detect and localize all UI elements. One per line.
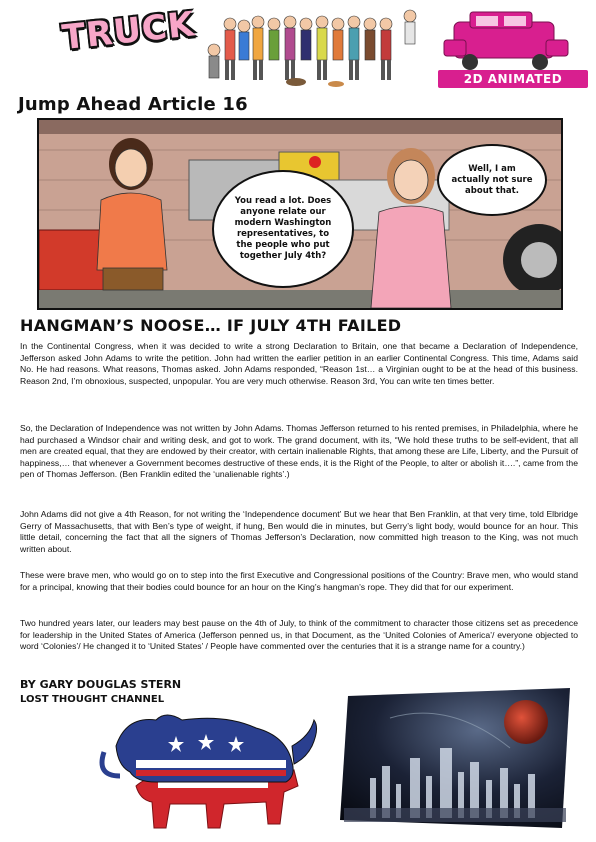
- paragraph-1: In the Continental Congress, when it was decided to write a strong Declaration to Britain, one that became a Declaration of Independence, Jefferson asked John Adams to write the petition. John had written the earlier petition in an earlier Continental Congress. This time, Adams said No. He had reasons. What reasons, Thomas asked. John Adams responded, “Reason 1st… a Virginian ought to be at the head of this business. Reason 2nd, I’m obnoxious, suspected, unpopular. You are very much otherwise. Reason 3rd, You can write ten times better.: [20, 341, 578, 386]
- channel-name: LOST THOUGHT CHANNEL: [20, 694, 165, 705]
- speech-bubble-left: You read a lot. Does anyone relate our modern Washington representatives, to the people who put together July 4th?: [212, 170, 354, 288]
- cast-figures: [208, 10, 416, 87]
- series-badge: [424, 6, 590, 104]
- cast-illustration: [196, 2, 432, 90]
- elephant-icon: [102, 715, 317, 782]
- speech-bubble-right: Well, I am actually not sure about that.: [437, 144, 547, 216]
- paragraph-4: These were brave men, who would go on to step into the first Executive and Congressional positions of the Country: Brave men, who would stand for a principal, knowing that their bodies could bounce for an hour on the King’s hangman’s rope. They did that for our experiment.: [20, 570, 578, 592]
- byline: BY GARY DOUGLAS STERN: [20, 678, 182, 691]
- paragraph-5: Two hundred years later, our leaders may best pause on the 4th of July, to think of the commitment to character those citizens set as precedence for leadership in the United States of America (Jefferson penned us, in that Document, as the ‘United Colonies of America’/ everyone objected to word ‘Colonies’/ He changed it to ‘United States’ / People have commented over the centuries that it is a strange name for a country.): [20, 618, 578, 651]
- series-label: 2D ANIMATED SERIES: [438, 70, 588, 88]
- truck-icon: [424, 6, 590, 72]
- article-title: Jump Ahead Article 16: [18, 94, 248, 115]
- elephant-donkey-illustration: [96, 706, 328, 836]
- paragraph-3: John Adams did not give a 4th Reason, for not writing the ‘Independence document’ But we hear that Ben Franklin, at that very time, told Elbridge Gerry of Massachusetts, that with Ben’s type of weight, if hung, Ben would die in minutes, but Gerry’s light body, would bounce for an hour. This little detail, concerning the fact that all the signers of Thomas Jefferson’s Declaration, now committed high treason to the King, was not much written about.: [20, 509, 578, 554]
- comic-panel: [37, 118, 563, 310]
- space-city-image: [330, 688, 574, 832]
- logo-text: TRUCK: [60, 4, 197, 59]
- paragraph-2: So, the Declaration of Independence was not written by John Adams. Thomas Jefferson returned to his rented premises, in Philadelphia, where he had purchased a Windsor chair and writing desk, and got to work. The grand document, with its, “We hold these truths to be self-evident, that all men are created equal, that they are endowed by their creator, with certain inalienable Rights, that among these are Life, Liberty, and the Pursuit of happiness,… that whenever a Government becomes destructive of these ends, it is the Right of the People, to alter or abolish it….”, came from the pen of Thomas Jefferson. (Ben Franklin edited the ‘unalienable rights’.): [20, 423, 578, 479]
- headline: HANGMAN’S NOOSE… IF JULY 4TH FAILED: [20, 316, 402, 335]
- truck-logo: [60, 4, 197, 64]
